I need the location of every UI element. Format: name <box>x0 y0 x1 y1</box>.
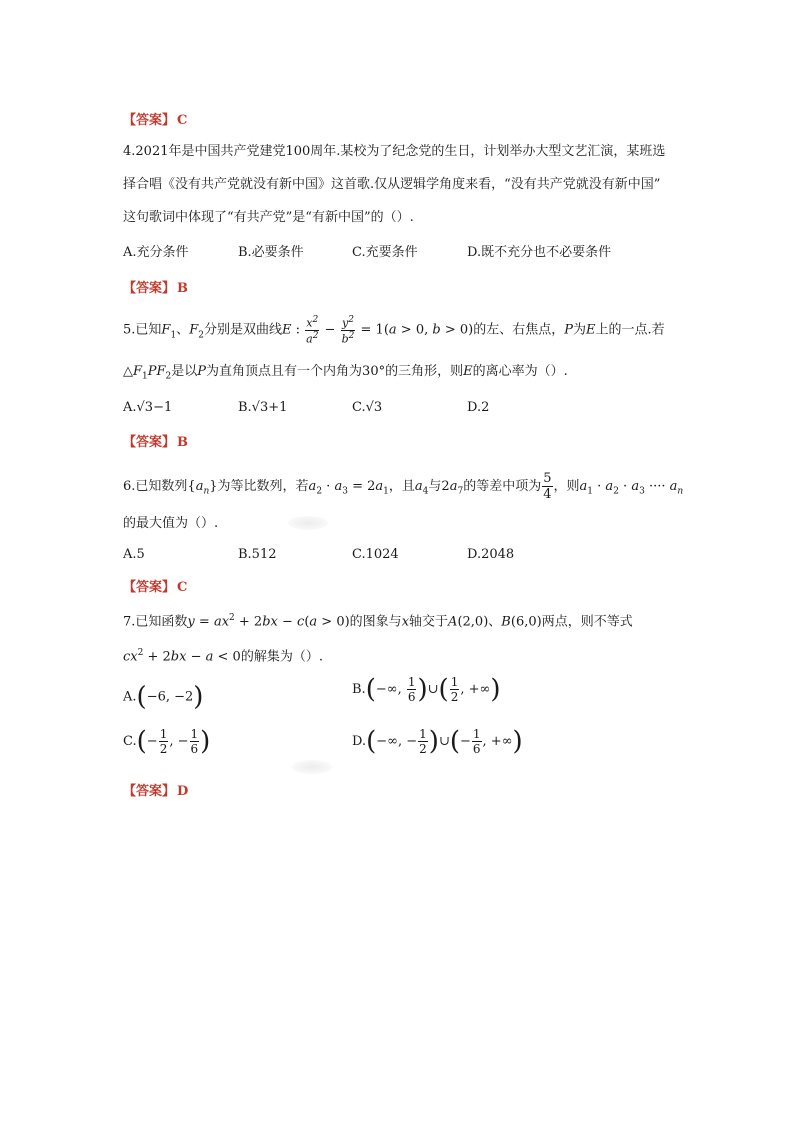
q6-text: ，且 <box>388 479 415 494</box>
answer-value: B <box>177 281 189 296</box>
q4-line-3: 这句歌词中体现了“有共产党”是“有新中国”的（）. <box>123 210 414 225</box>
q7-text: 的解集为（）. <box>240 649 323 665</box>
q5-text: 分别是双曲线 <box>203 322 282 338</box>
q6-text: 与 <box>428 479 442 494</box>
q7-line-2: $cx^2 + 2bx - a < 0$的解集为（）. <box>123 648 323 665</box>
q6-line-1: 6.已知数列$\{a_n\}$为等比数列，若$a_2 \cdot a_3 = 2a_1$，且$a_4$与$2a_7$的等差中项为 $\frac{5}{4}$ ，则$a_1 \cdot a_2 \cdot a_3$ ···· $a_n$ <box>123 471 684 502</box>
q4-option-a: A.充分条件 <box>123 245 189 260</box>
q4-option-b: B.必要条件 <box>238 245 304 260</box>
q6-option-d: D.2048 <box>467 547 515 562</box>
q5-text: 、 <box>176 322 190 338</box>
q7-option-d: D.(−∞, − $\frac{1}{2}$ )∪(− $\frac{1}{6}$ , +∞) <box>352 726 523 757</box>
answer-label: 【答案】 <box>123 113 176 128</box>
q5-text: 5.已知 <box>123 322 162 338</box>
answer-q7 <box>123 780 188 799</box>
q5-text: 的离心率为（）. <box>472 364 568 379</box>
q6-line-2: 的最大值为（）. <box>123 516 219 531</box>
q5-text: 是以 <box>171 364 198 379</box>
q5-option-b: B.√3+1 <box>238 400 288 415</box>
q7-text: 7.已知函数 <box>123 614 188 630</box>
q4-line-2: 择合唱《没有共产党就没有新中国》这首歌.仅从逻辑学角度来看，“没有共产党就没有新中国” <box>123 177 661 192</box>
q6-text: 6.已知数列 <box>123 479 188 494</box>
answer-label: 【答案】 <box>123 784 176 799</box>
q5-text: 为 <box>572 322 586 338</box>
q6-option-c: C.1024 <box>352 547 399 562</box>
q6-text: 的等差中项为 <box>463 479 542 494</box>
answer-q5 <box>123 431 188 450</box>
q5-text: 为直角顶点且有一个内角为30°的三角形，则 <box>206 364 464 379</box>
q5-option-d: D.2 <box>467 400 490 415</box>
q4-option-c: C.充要条件 <box>352 245 418 260</box>
q5-text: 的左、右焦点， <box>473 322 565 338</box>
q7-line-1: 7.已知函数$y = ax^2 + 2bx - c(a > 0)$的图象与x轴交于A(2,0)、B(6,0)两点，则不等式 <box>123 613 633 630</box>
answer-value: B <box>177 435 189 450</box>
q6-option-b: B.512 <box>238 547 277 562</box>
q7-text: 两点，则不等式 <box>541 614 633 630</box>
answer-label: 【答案】 <box>123 281 176 296</box>
answer-value: D <box>177 784 189 799</box>
q5-text: 上的一点.若 <box>595 322 665 338</box>
q4-option-d: D.既不充分也不必要条件 <box>467 245 612 260</box>
answer-q4 <box>123 277 188 296</box>
q7-text: 的图象与 <box>349 614 402 630</box>
answer-value: C <box>177 113 188 128</box>
q5-option-c: C.√3 <box>352 400 383 415</box>
scan-smudge <box>292 760 332 774</box>
scan-smudge <box>288 516 328 530</box>
answer-value: C <box>177 580 188 595</box>
answer-q3 <box>123 109 187 128</box>
q7-option-b: B.(−∞, $\frac{1}{6}$ )∪( $\frac{1}{2}$ , +∞) <box>352 674 501 705</box>
q7-text: 轴交于 <box>409 614 449 630</box>
q6-text: 为等比数列，若 <box>217 479 309 494</box>
answer-label: 【答案】 <box>123 435 176 450</box>
q7-text: 、 <box>488 614 502 630</box>
q5-line-2: $\triangle F_1PF_2$是以P为直角顶点且有一个内角为30°的三角形，则E的离心率为（）. <box>123 364 568 382</box>
q5-line-1: 5.已知$F_1$、$F_2$分别是双曲线E : $\frac{x^2}{a^2}$ − $\frac{y^2}{b^2}$ = 1(a > 0, b > 0)的左、右焦点，P为E上的一点.若 <box>123 315 665 346</box>
q6-text: ，则 <box>553 479 580 494</box>
q7-option-c: C.(− $\frac{1}{2}$ , − $\frac{1}{6}$ ) <box>123 726 211 757</box>
q5-option-a: A.√3−1 <box>123 400 173 415</box>
answer-label: 【答案】 <box>123 580 176 595</box>
q7-option-a: A.(−6, −2) <box>123 682 204 712</box>
q6-option-a: A.5 <box>123 547 145 562</box>
q4-line-1: 4.2021年是中国共产党建党100周年.某校为了纪念党的生日，计划举办大型文艺汇演，某班选 <box>123 144 666 159</box>
answer-q6 <box>123 576 187 595</box>
